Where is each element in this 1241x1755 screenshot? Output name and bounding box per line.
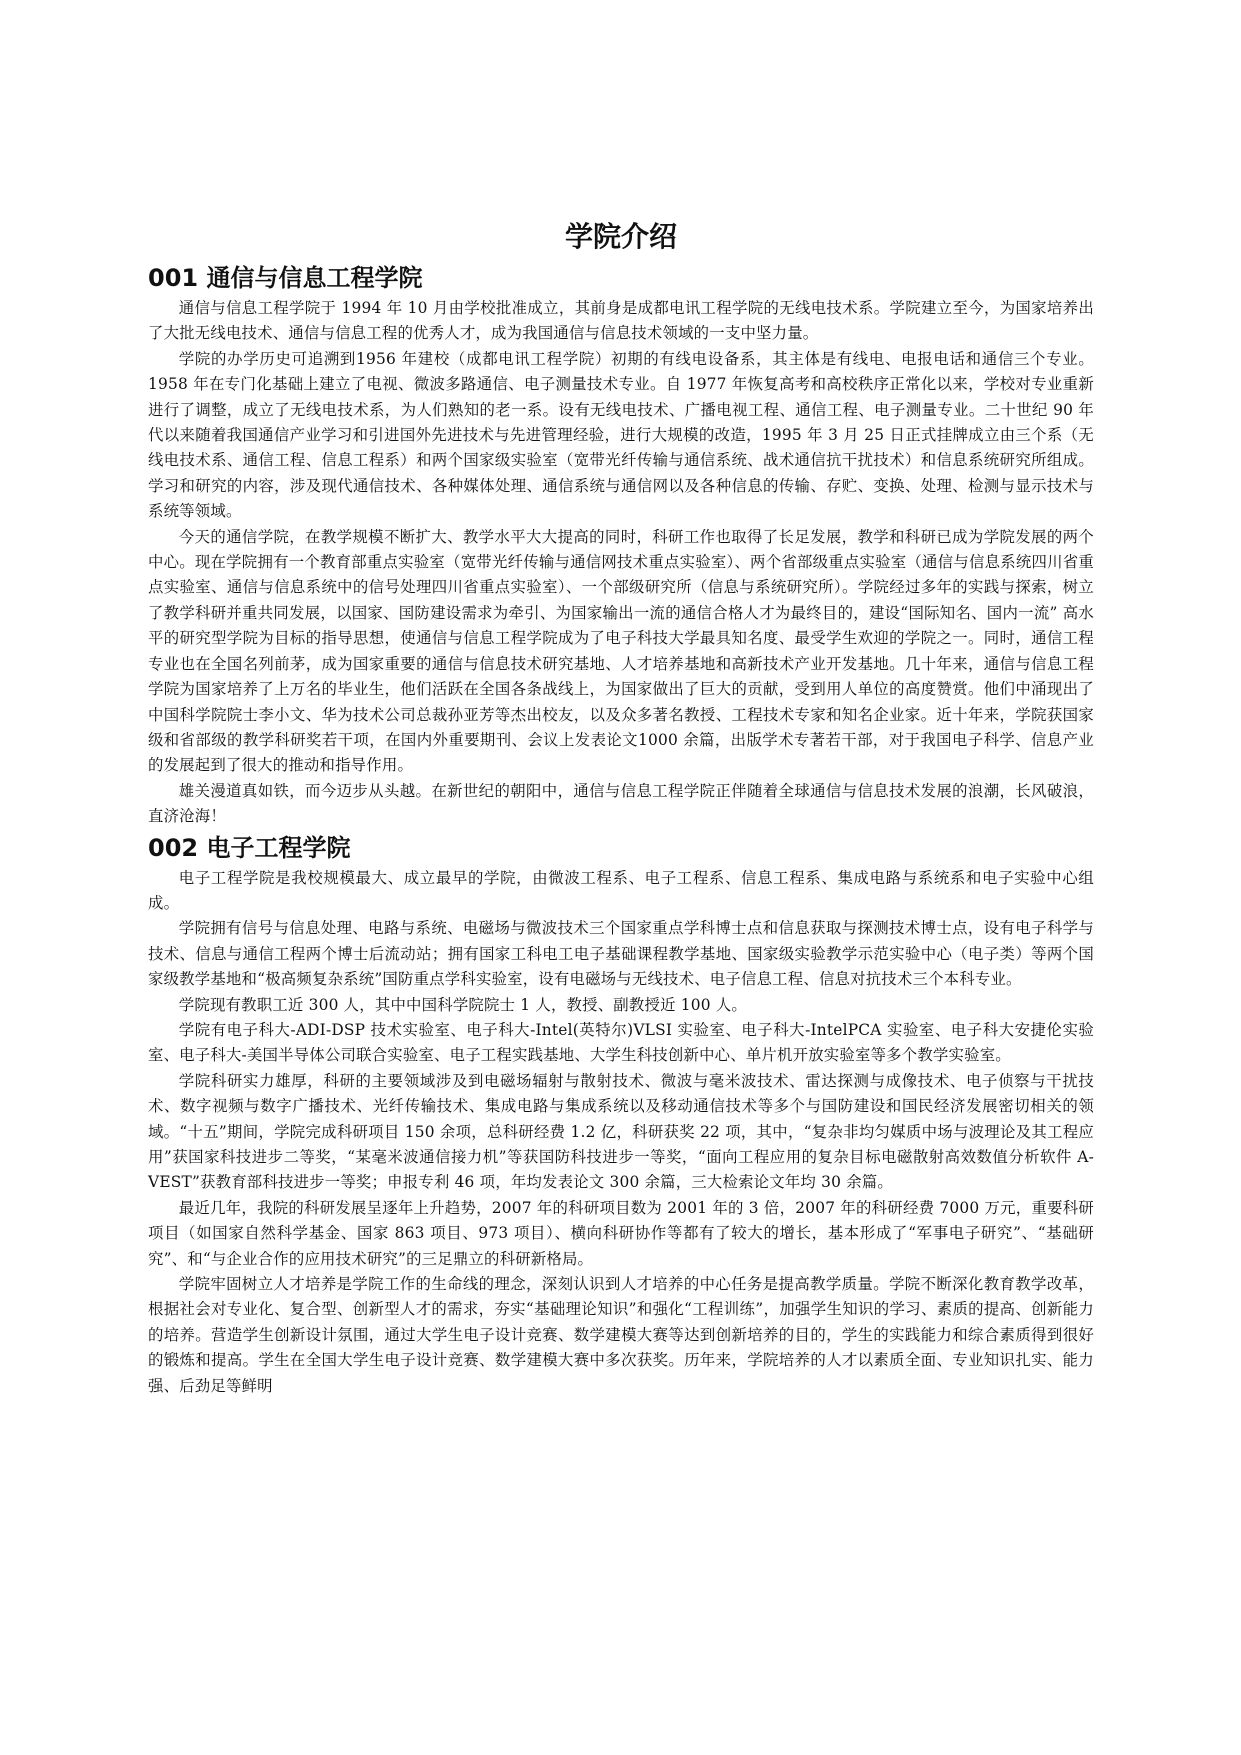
document-title: 学院介绍 xyxy=(564,220,677,253)
paragraph: 学院有电子科大-ADI-DSP 技术实验室、电子科大-Intel(英特尔)VLSI 实验室、电子科大-IntelPCA 实验室、电子科大安捷伦实验室、电子科大-美国半导体公司联合实验室、电子工程实践基地、大学生科技创新中心、单片机开放实验室等多个教学实验室。 xyxy=(148,1020,1094,1065)
section-heading: 001 通信与信息工程学院 xyxy=(148,264,423,292)
document-page xyxy=(148,216,1094,1399)
paragraph: 学院现有教职工近 300 人，其中中国科学院院士 1 人，教授、副教授近 100 人。 xyxy=(178,995,748,1014)
paragraph: 通信与信息工程学院于 1994 年 10 月由学校批准成立，其前身是成都电讯工程学院的无线电技术系。学院建立至今，为国家培养出了大批无线电技术、通信与信息工程的优秀人才，成为我国通信与信息技术领域的一支中坚力量。 xyxy=(148,299,1094,343)
paragraph: 学院牢固树立人才培养是学院工作的生命线的理念，深刻认识到人才培养的中心任务是提高教学质量。学院不断深化教育教学改革，根据社会对专业化、复合型、创新型人才的需求，夯实“基础理论知识”和强化“工程训练”，加强学生知识的学习、素质的提高、创新能力的培养。营造学生创新设计氛围，通过大学生电子设计竞赛、数学建模大赛等达到创新培养的目的，学生的实践能力和综合素质得到很好的锻炼和提高。学生在全国大学生电子设计竞赛、数学建模大赛中多次获奖。历年来，学院培养的人才以素质全面、专业知识扎实、能力强、后劲足等鲜明 xyxy=(148,1275,1094,1395)
section-heading: 002 电子工程学院 xyxy=(148,833,351,862)
section-communication-college xyxy=(148,260,1094,830)
paragraph: 电子工程学院是我校规模最大、成立最早的学院，由微波工程系、电子工程系、信息工程系、集成电路与系统系和电子实验中心组成。 xyxy=(148,868,1094,912)
paragraph: 最近几年，我院的科研发展呈逐年上升趋势，2007 年的科研项目数为 2001 年的 3 倍，2007 年的科研经费 7000 万元，重要科研项目（如国家自然科学基金、国家 863 项目、973 项目）、横向科研协作等都有了较大的增长，基本形成了“军事电子研究”、“基础研究”、和“与企业合作的应用技术研究”的三足鼎立的科研新格局。 xyxy=(148,1198,1094,1268)
paragraph: 学院科研实力雄厚，科研的主要领域涉及到电磁场辐射与散射技术、微波与毫米波技术、雷达探测与成像技术、电子侦察与干扰技术、数字视频与数字广播技术、光纤传输技术、集成电路与集成系统以及移动通信技术等多个与国防建设和国民经济发展密切相关的领域。“十五”期间，学院完成科研项目 150 余项，总科研经费 1.2 亿，科研获奖 22 项，其中，“复杂非均匀媒质中场与波理论及其工程应用”获国家科技进步二等奖，“某毫米波通信接力机”等获国防科技进步一等奖，“面向工程应用的复杂目标电磁散射高效数值分析软件 A-VEST”获教育部科技进步一等奖；申报专利 46 项，年均发表论文 300 余篇，三大检索论文年均 30 余篇。 xyxy=(148,1071,1094,1192)
section-electronic-engineering-college xyxy=(148,830,1094,1400)
paragraph: 雄关漫道真如铁，而今迈步从头越。在新世纪的朝阳中，通信与信息工程学院正伴随着全球通信与信息技术发展的浪潮，长风破浪，直济沧海！ xyxy=(148,781,1094,826)
paragraph: 学院拥有信号与信息处理、电路与系统、电磁场与微波技术三个国家重点学科博士点和信息获取与探测技术博士点，设有电子科学与技术、信息与通信工程两个博士后流动站；拥有国家工科电工电子基础课程教学基地、国家级实验教学示范实验中心（电子类）等两个国家级教学基地和“极高频复杂系统”国防重点学科实验室，设有电磁场与无线技术、电子信息工程、信息对抗技术三个本科专业。 xyxy=(148,919,1094,989)
paragraph: 学院的办学历史可追溯到1956 年建校（成都电讯工程学院）初期的有线电设备系，其主体是有线电、电报电话和通信三个专业。1958 年在专门化基础上建立了电视、微波多路通信、电子测量技术专业。自 1977 年恢复高考和高校秩序正常化以来，学校对专业重新进行了调整，成立了无线电技术系，为人们熟知的老一系。设有无线电技术、广播电视工程、通信工程、电子测量专业。二十世纪 90 年代以来随着我国通信产业学习和引进国外先进技术与先进管理经验，进行大规模的改造，1995 年 3 月 25 日正式挂牌成立由三个系（无线电技术系、通信工程、信息工程系）和两个国家级实验室（宽带光纤传输与通信系统、战术通信抗干扰技术）和信息系统研究所组成。学习和研究的内容，涉及现代通信技术、各种媒体处理、通信系统与通信网以及各种信息的传输、存贮、变换、处理、检测与显示技术与系统等领域。 xyxy=(148,349,1094,521)
paragraph: 今天的通信学院，在教学规模不断扩大、教学水平大大提高的同时，科研工作也取得了长足发展，教学和科研已成为学院发展的两个中心。现在学院拥有一个教育部重点实验室（宽带光纤传输与通信网技术重点实验室）、两个省部级重点实验室（通信与信息系统四川省重点实验室、通信与信息系统中的信号处理四川省重点实验室）、一个部级研究所（信息与系统研究所）。学院经过多年的实践与探索，树立了教学科研并重共同发展，以国家、国防建设需求为牵引、为国家输出一流的通信合格人才为最终目的，建设“国际知名、国内一流” 高水平的研究型学院为目标的指导思想，使通信与信息工程学院成为了电子科技大学最具知名度、最受学生欢迎的学院之一。同时，通信工程专业也在全国名列前茅，成为国家重要的通信与信息技术研究基地、人才培养基地和高新技术产业开发基地。几十年来，通信与信息工程学院为国家培养了上万名的毕业生，他们活跃在全国各条战线上，为国家做出了巨大的贡献，受到用人单位的高度赞赏。他们中涌现出了中国科学院院士李小文、华为技术公司总裁孙亚芳等杰出校友，以及众多著名教授、工程技术专家和知名企业家。近十年来，学院获国家级和省部级的教学科研奖若干项，在国内外重要期刊、会议上发表论文1000 余篇，出版学术专著若干部，对于我国电子科学、信息产业的发展起到了很大的推动和指导作用。 xyxy=(148,527,1094,775)
